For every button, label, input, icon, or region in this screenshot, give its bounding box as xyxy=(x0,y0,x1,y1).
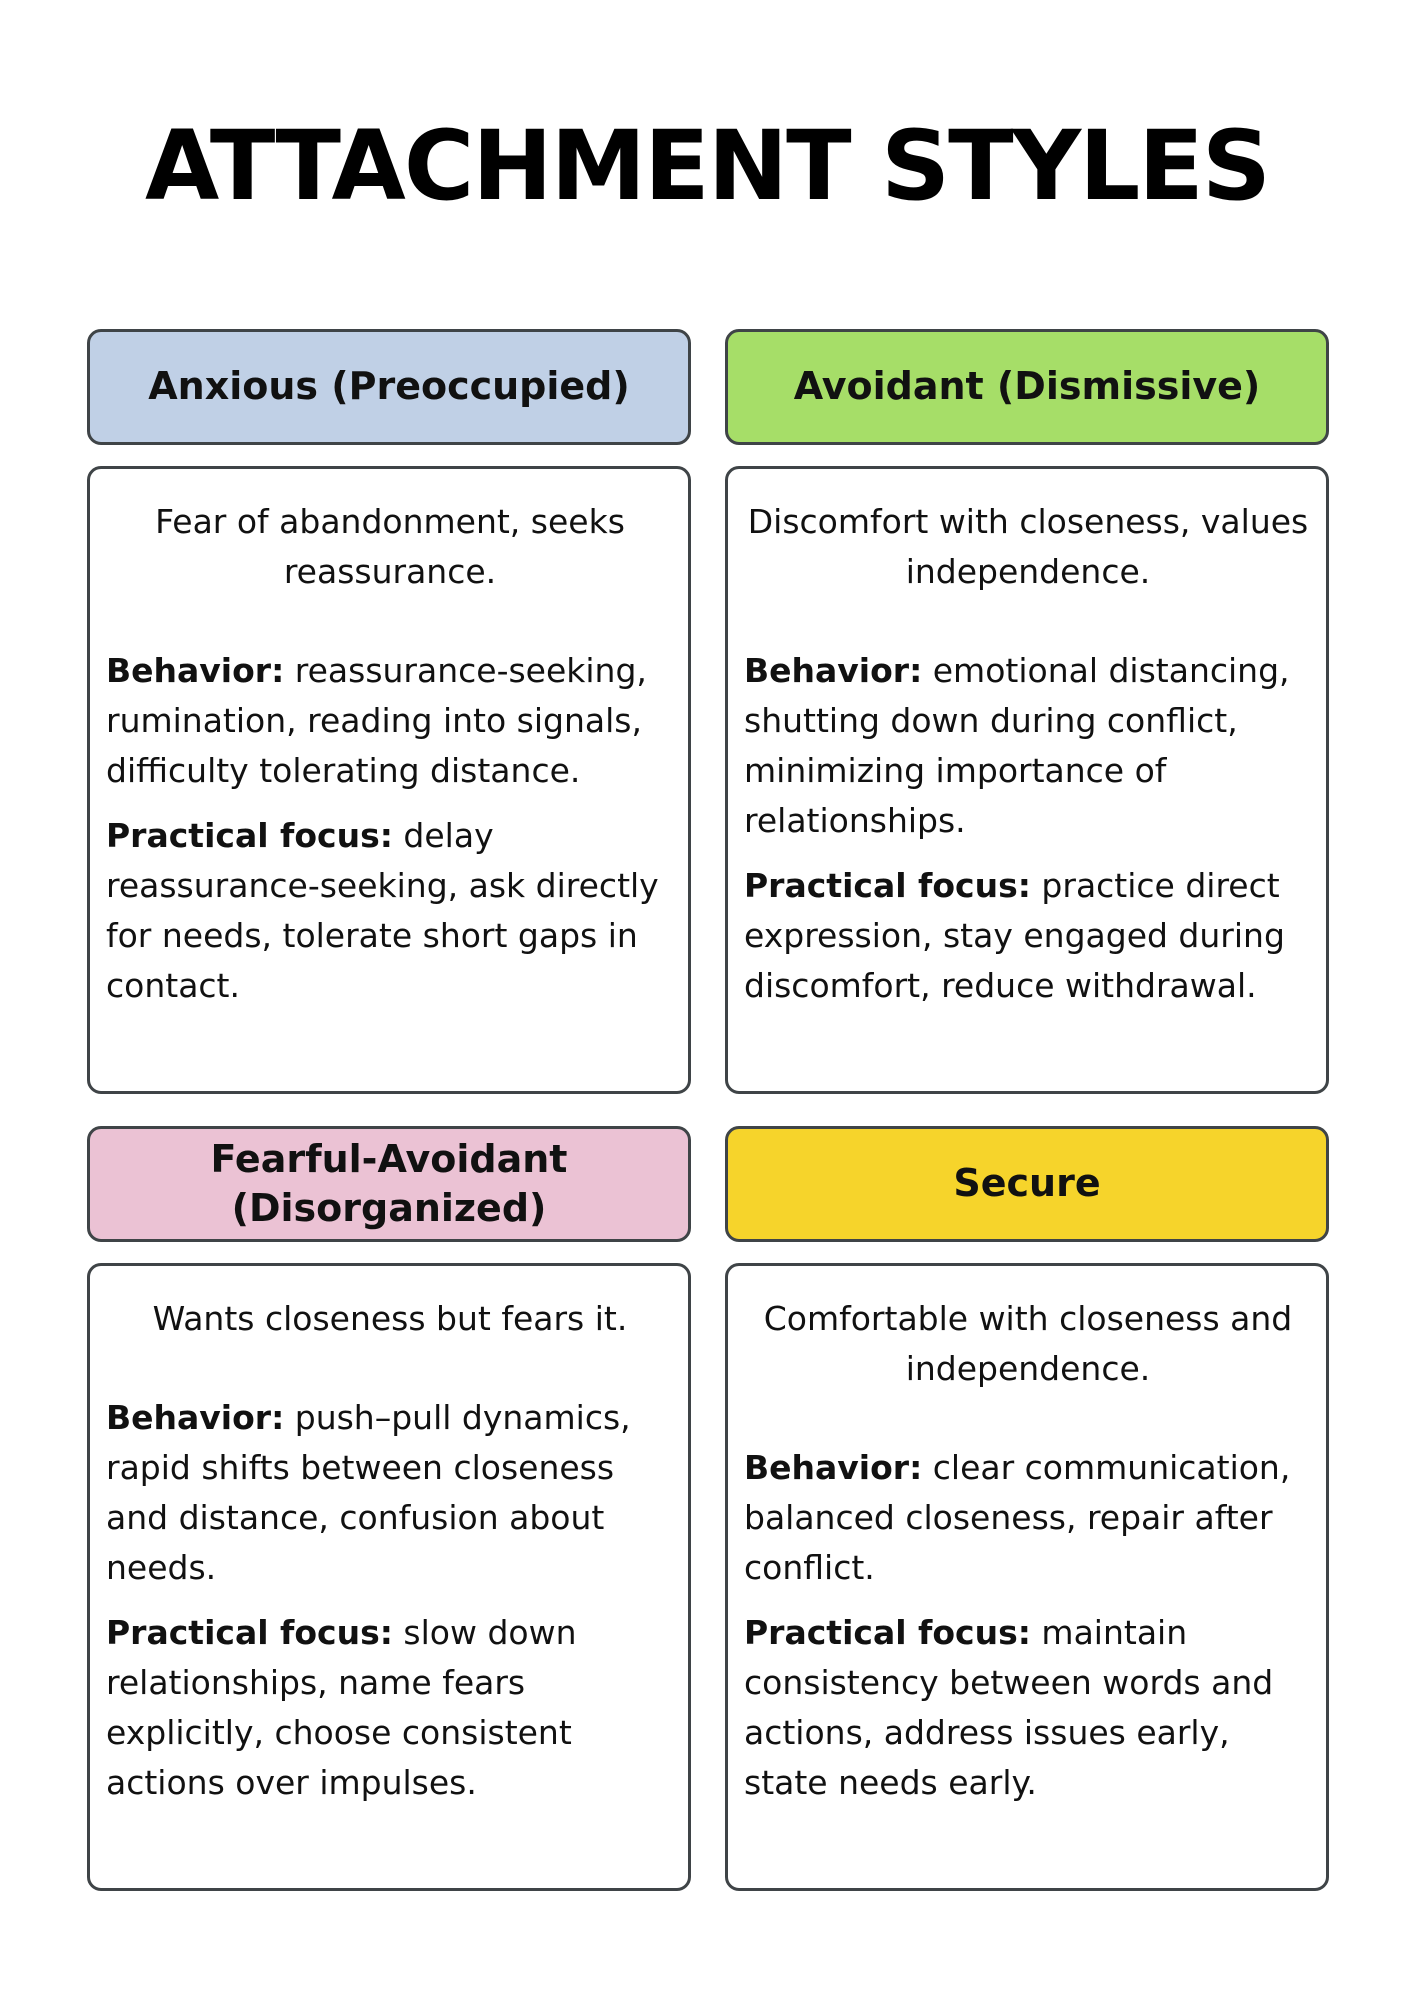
behavior-label: Behavior: xyxy=(744,651,923,690)
secure-heading: Secure xyxy=(953,1161,1101,1206)
fearful-avoidant-summary: Wants closeness but fears it. xyxy=(152,1299,628,1338)
behavior-text: push–pull dynamics, rapid shifts between closeness and distance, confusion about needs. xyxy=(106,1398,631,1587)
behavior-text: emotional distancing, shutting down during conflict, minimizing importance of relationships. xyxy=(744,651,1290,840)
secure-card xyxy=(725,1263,1329,1891)
practical-focus-label: Practical focus: xyxy=(744,866,1031,905)
fearful-avoidant-card xyxy=(87,1263,691,1891)
avoidant-behavior xyxy=(744,646,1312,846)
practical-focus-text: practice direct expression, stay engaged during discomfort, reduce withdrawal. xyxy=(744,866,1285,1005)
behavior-text: clear communication, balanced closeness, repair after conflict. xyxy=(744,1448,1291,1587)
behavior-label: Behavior: xyxy=(106,1398,285,1437)
practical-focus-label: Practical focus: xyxy=(106,816,393,855)
fearful-avoidant-behavior xyxy=(106,1393,674,1593)
anxious-card xyxy=(87,466,691,1094)
behavior-text: reassurance-seeking, rumination, reading into signals, difficulty tolerating distance. xyxy=(106,651,647,790)
fearful-avoidant-header xyxy=(87,1126,691,1242)
avoidant-practical-focus xyxy=(744,861,1312,1011)
anxious-practical-focus xyxy=(106,811,674,1011)
secure-practical-focus xyxy=(744,1608,1312,1808)
avoidant-heading: Avoidant (Dismissive) xyxy=(793,364,1261,409)
practical-focus-label: Practical focus: xyxy=(106,1613,393,1652)
anxious-summary: Fear of abandonment, seeks reassurance. xyxy=(155,502,625,591)
fearful-avoidant-heading: Fearful-Avoidant (Disorganized) xyxy=(210,1136,568,1230)
page-title: ATTACHMENT STYLES xyxy=(144,110,1270,222)
secure-header xyxy=(725,1126,1329,1242)
fearful-avoidant-practical-focus xyxy=(106,1608,674,1808)
avoidant-header xyxy=(725,329,1329,445)
practical-focus-label: Practical focus: xyxy=(744,1613,1031,1652)
secure-summary: Comfortable with closeness and independence. xyxy=(763,1299,1293,1388)
anxious-behavior xyxy=(106,646,674,796)
practical-focus-text: delay reassurance-seeking, ask directly for needs, tolerate short gaps in contact. xyxy=(106,816,659,1005)
practical-focus-text: slow down relationships, name fears explicitly, choose consistent actions over impulses. xyxy=(106,1613,577,1802)
behavior-label: Behavior: xyxy=(106,651,285,690)
secure-behavior xyxy=(744,1443,1312,1593)
practical-focus-text: maintain consistency between words and actions, address issues early, state needs early. xyxy=(744,1613,1274,1802)
anxious-heading: Anxious (Preoccupied) xyxy=(148,364,630,409)
avoidant-card xyxy=(725,466,1329,1094)
anxious-header xyxy=(87,329,691,445)
avoidant-summary: Discomfort with closeness, values independence. xyxy=(747,502,1309,591)
behavior-label: Behavior: xyxy=(744,1448,923,1487)
